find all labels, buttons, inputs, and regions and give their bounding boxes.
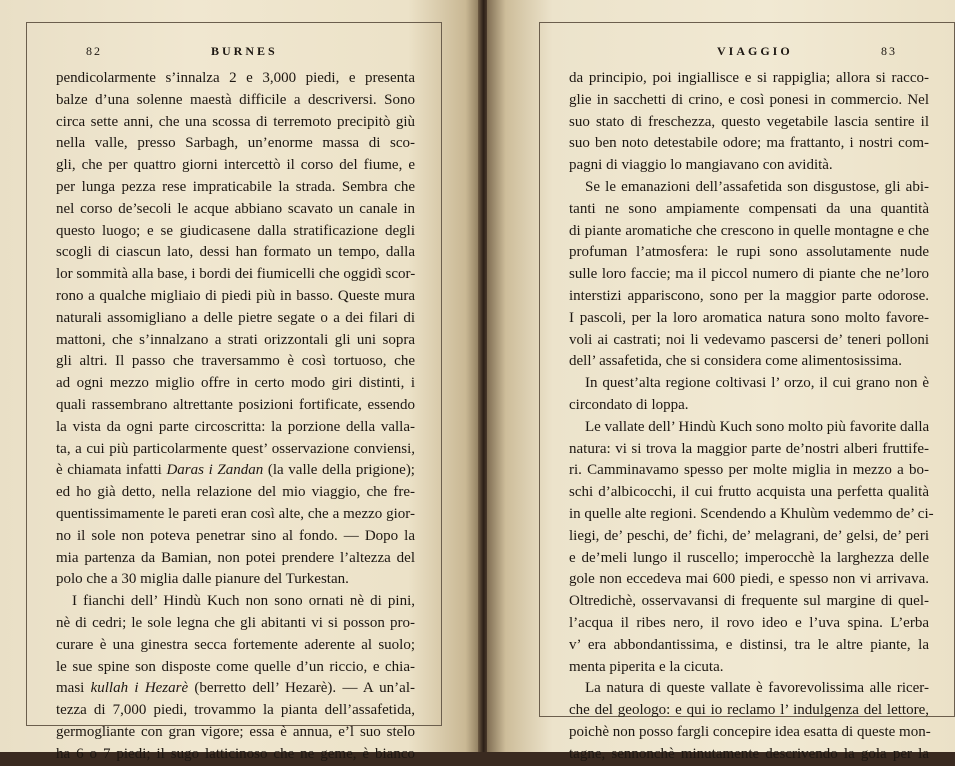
text-line xyxy=(56,460,415,482)
text-line: no il sole non poteva penetrar sino al fondo. — Dopo la xyxy=(56,527,415,544)
text-line: curare è una ginestra secca fortemente aderente al suolo; xyxy=(56,636,415,653)
text-line: ta, a cui più particolarmente quest’ osservazione conviensi, xyxy=(56,440,415,457)
running-head: BURNES xyxy=(211,44,278,58)
text-line: suo stato di freschezza, questo vegetabile lascia sentire il xyxy=(569,113,929,130)
text-run: masi xyxy=(56,680,91,697)
text-line: Se le emanazioni dell’assafetida son disgustose, gli abi- xyxy=(585,178,929,195)
text-line: In quest’alta regione coltivasi l’ orzo, il cui grano non è xyxy=(585,375,929,392)
text-line xyxy=(56,678,415,700)
text-line: che del geologo: e qui io reclamo l’ indulgenza del lettore, xyxy=(569,702,929,719)
text-line: La natura di queste vallate è favorevolissima alle ricer- xyxy=(585,680,929,697)
text-line: voli ai castrati; noi li vedevamo pascersi de’ teneri polloni xyxy=(569,331,929,348)
text-line: pagni di viaggio lo mangiavano con avidità. xyxy=(569,157,833,174)
text-line: in quelle alte regioni. Scendendo a Khulùm vedemmo de’ ci- xyxy=(569,505,934,522)
text-line: per lunga pezza rese impraticabile la strada. Sembra che xyxy=(56,178,415,195)
text-line: circa sette anni, che una scossa di terremoto precipitò giù xyxy=(56,113,415,130)
text-line: sulle loro faccie; ma il piccol numero di piante che ne’loro xyxy=(569,266,929,283)
text-line: di piante aromatiche che crescono in quelle montagne e che xyxy=(569,222,929,239)
running-head: VIAGGIO xyxy=(717,44,793,58)
italic-term: kullah i Hezarè xyxy=(90,680,189,697)
page-number: 83 xyxy=(881,44,897,58)
text-line: rono a qualche migliaio di piedi più in basso. Queste mura xyxy=(56,287,415,304)
text-line: nè di cedri; le sole legna che gli abitanti vi si posson pro- xyxy=(56,614,415,631)
text-line: profuman l’atmosfera: le rupi sono assolutamente nude xyxy=(569,244,929,261)
left-page xyxy=(0,0,480,762)
italic-term: Daras i Zandan xyxy=(166,462,264,479)
text-line: gli, che per quattro giorni intercettò il corso del fiume, e xyxy=(56,157,415,174)
text-line: ha 6 o 7 piedi; il sugo latticinoso che ne geme, è bianco xyxy=(56,745,415,762)
page-number: 82 xyxy=(86,44,102,58)
text-line: polo che a 30 miglia dalle pianure del Turkestan. xyxy=(56,571,349,588)
text-line: liegi, de’ peschi, de’ fichi, de’ melagrani, de’ gelsi, de’ peri xyxy=(569,527,929,544)
text-line: scogli di ciascun lato, dessi han formato un tempo, dalla xyxy=(56,244,415,261)
text-line: gole non eccedeva mai 600 piedi, e spesso non vi arrivava. xyxy=(569,571,929,588)
body-text xyxy=(56,68,415,766)
text-line: naturali assomigliano a delle pietre segate o a dei filari di xyxy=(56,309,415,326)
text-line: Le vallate dell’ Hindù Kuch sono molto più favorite dalla xyxy=(585,418,930,435)
text-line: quali rassembrano altrettante posizioni fortificate, essendo xyxy=(56,396,415,413)
text-line: questo luogo; e se giudicasene dalla stratificazione degli xyxy=(56,222,415,239)
text-line: e de’meli lungo il ruscello; imperocchè la larghezza delle xyxy=(569,549,929,566)
text-line: interstizi appariscono, sono per la maggior parte odorose. xyxy=(569,287,929,304)
text-run: è chiamata infatti xyxy=(56,462,167,479)
text-line: ad ogni mezzo miglio offre in certo modo giri distinti, i xyxy=(56,375,415,392)
text-line: lor sommità alla base, i bordi dei fiumicelli che oggidì scor- xyxy=(56,266,416,283)
text-line: ed ho già detto, nella relazione del mio viaggio, che fre- xyxy=(56,484,415,501)
text-line: l’acqua il ribes nero, il rovo ideo e l’uva spina. L’erba xyxy=(569,614,929,631)
text-line: I fianchi dell’ Hindù Kuch non sono ornati nè di pini, xyxy=(72,593,415,610)
text-line: la vista da ogni parte circoscritta: la porzione della valla- xyxy=(56,418,415,435)
text-line: nel corso de’secoli le acque abbiano scavato un canale in xyxy=(56,200,415,217)
text-line: tezza di 7,000 piedi, trovammo la pianta dell’assafetida, xyxy=(56,702,415,719)
body-text xyxy=(569,68,934,766)
text-line: balze d’una solenne maestà difficile a descriversi. Sono xyxy=(56,91,415,108)
text-line: tanti ne sono ampiamente compensati da una quantità xyxy=(569,200,929,217)
text-line: natura: vi si trova la maggior parte de’nostri alberi fruttife- xyxy=(569,440,929,457)
text-line: mia partenza da Bamian, non potei prendere l’altezza del xyxy=(56,549,415,566)
text-run: (berretto dell’ Hezarè). — A un’al- xyxy=(188,680,415,697)
text-line: v’ era abbondantissima, e distinsi, tra le altre piante, la xyxy=(569,636,929,653)
text-line: pendicolarmente s’innalza 2 e 3,000 piedi, e presenta xyxy=(56,70,415,86)
right-page xyxy=(487,0,955,762)
text-run: (la valle della prigione); xyxy=(263,462,415,479)
text-line: Oltredichè, osservavansi di frequente sul margine di quel- xyxy=(569,593,929,610)
text-line: da principio, poi ingiallisce e si rappiglia; allora si racco- xyxy=(569,70,929,86)
text-line: mattoni, che s’innalzano a strati orizzontali gli uni sopra xyxy=(56,331,415,348)
text-line: poichè non posso fargli concepire idea esatta di queste mon- xyxy=(569,723,931,740)
text-line: le sue spine son disposte come quelle d’un riccio, e chia- xyxy=(56,658,415,675)
text-line: menta piperita e la cicuta. xyxy=(569,658,724,675)
text-line: circondato di loppa. xyxy=(569,396,689,413)
text-line: I pascoli, per la loro aromatica natura sono molto favore- xyxy=(569,309,929,326)
text-line: gli altri. Il passo che traversammo è così tortuoso, che xyxy=(56,353,415,370)
text-line: quentissimamente le pareti eran così alte, che a mezzo gior- xyxy=(56,505,415,522)
text-line: ri. Camminavamo spesso per molte miglia in mezzo a bo- xyxy=(569,462,929,479)
text-line: tagne, sennonchè minutamente descrivendo la gola per la xyxy=(569,745,929,762)
text-line: suo ben noto detestabile odore; ma frattanto, i nostri com- xyxy=(569,135,929,152)
text-line: nella valle, presso Sarbagh, un’enorme massa di sco- xyxy=(56,135,415,152)
text-line: glie in sacchetti di crino, e così ponesi in commercio. Nel xyxy=(569,91,929,108)
text-line: schi d’albicocchi, il cui frutto acquista una perfetta qualità xyxy=(569,484,929,501)
text-line: dell’ assafetida, che si considera come alimentosissima. xyxy=(569,353,902,370)
text-line: germogliante con gran vigore; essa è annua, e’l suo stelo xyxy=(56,723,415,740)
